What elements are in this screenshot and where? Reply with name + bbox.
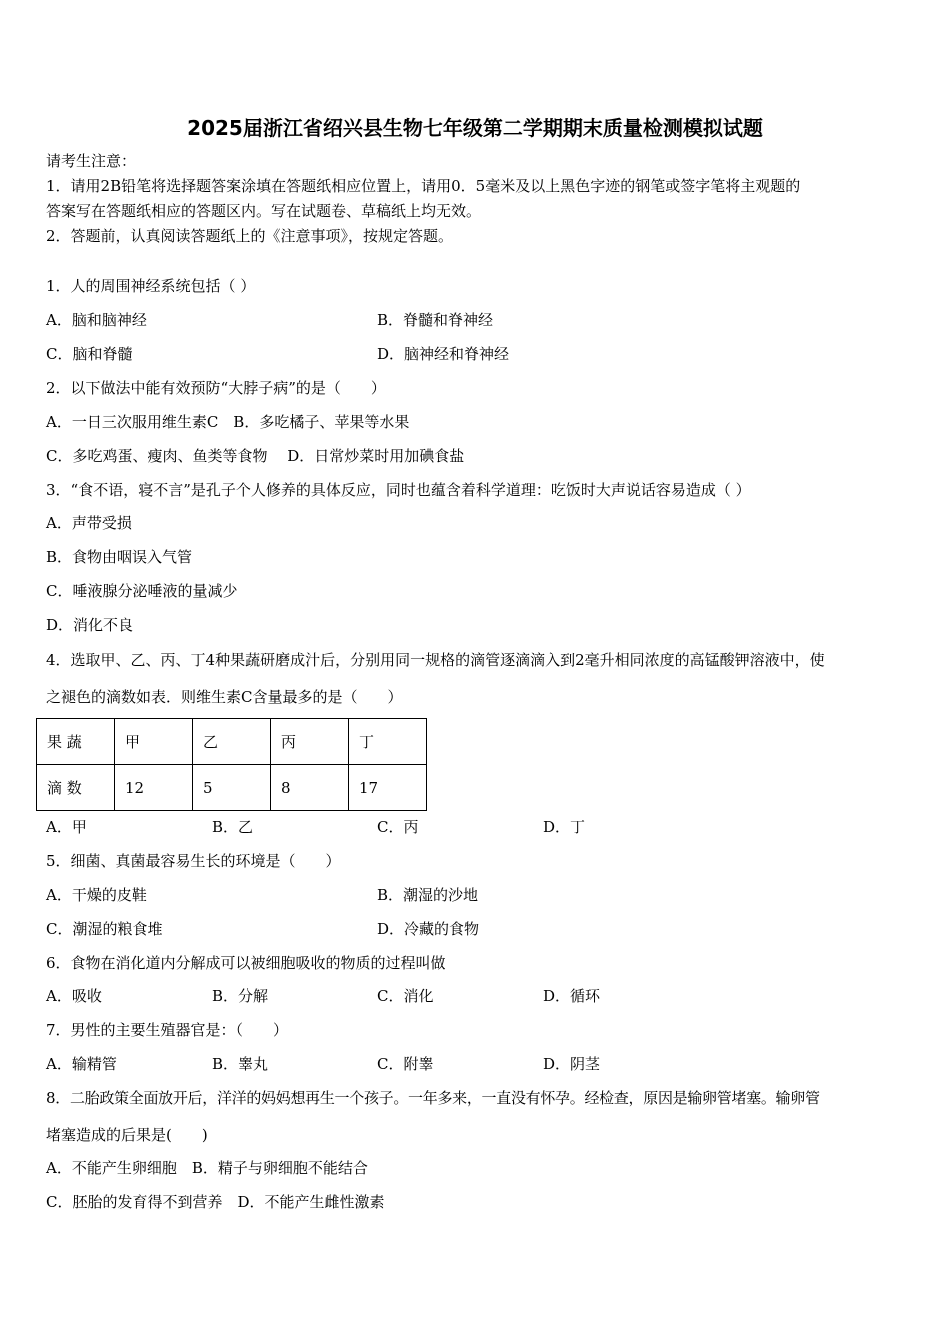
option: D．循环: [543, 987, 601, 1005]
table-row: [37, 719, 427, 765]
notice-heading: 请考生注意：: [46, 152, 137, 170]
option: B．睾丸: [212, 1055, 269, 1073]
table-cell: 丙: [271, 719, 349, 765]
option: D．脑神经和脊神经: [377, 345, 510, 363]
table-cell: 5: [193, 765, 271, 811]
table-cell: 果 蔬: [37, 719, 115, 765]
question-stem: 堵塞造成的后果是( ): [46, 1126, 208, 1144]
notice-line: 1．请用2B铅笔将选择题答案涂填在答题纸相应位置上，请用0．5毫米及以上黑色字迹的钢笔或签字笔将主观题的: [46, 177, 801, 195]
option: A．吸收: [46, 987, 102, 1005]
option: C．多吃鸡蛋、瘦肉、鱼类等食物 D．日常炒菜时用加碘食盐: [46, 447, 465, 465]
option: A．声带受损: [46, 514, 132, 532]
option: C．潮湿的粮食堆: [46, 920, 163, 938]
option: C．附睾: [377, 1055, 434, 1073]
notice-line: 答案写在答题纸相应的答题区内。写在试题卷、草稿纸上均无效。: [46, 202, 482, 220]
notice-line: 2．答题前，认真阅读答题纸上的《注意事项》，按规定答题。: [46, 227, 454, 245]
question-stem: 2．以下做法中能有效预防“大脖子病”的是（ ）: [46, 379, 386, 397]
option: C．胚胎的发育得不到营养 D．不能产生雌性激素: [46, 1193, 385, 1211]
option: D．阴茎: [543, 1055, 601, 1073]
option: D．消化不良: [46, 616, 134, 634]
table-cell: 甲: [115, 719, 193, 765]
question-stem: 1．人的周围神经系统包括（ ）: [46, 277, 256, 295]
option: B．分解: [212, 987, 269, 1005]
option: D．丁: [543, 818, 586, 836]
question-stem: 8．二胎政策全面放开后，洋洋的妈妈想再生一个孩子。一年多来，一直没有怀孕。经检查，原因是输卵管堵塞。输卵管: [46, 1089, 820, 1107]
question-stem: 3．“食不语，寝不言”是孔子个人修养的具体反应，同时也蕴含着科学道理：吃饭时大声说话容易造成（ ）: [46, 481, 751, 499]
table-row: [37, 765, 427, 811]
option: A．甲: [46, 818, 87, 836]
option: B．脊髓和脊神经: [377, 311, 494, 329]
option: B．乙: [212, 818, 254, 836]
table-cell: 17: [349, 765, 427, 811]
option: A．输精管: [46, 1055, 117, 1073]
question-stem: 7．男性的主要生殖器官是：（ ）: [46, 1021, 289, 1039]
option: C．脑和脊髓: [46, 345, 133, 363]
table-cell: 滴 数: [37, 765, 115, 811]
table-cell: 乙: [193, 719, 271, 765]
option: A．脑和脑神经: [46, 311, 147, 329]
option: A．一日三次服用维生素C B．多吃橘子、苹果等水果: [46, 413, 410, 431]
option: C．消化: [377, 987, 434, 1005]
data-table: [36, 718, 427, 811]
question-stem: 4．选取甲、乙、丙、丁4种果蔬研磨成汁后，分别用同一规格的滴管逐滴滴入到2毫升相同浓度的高锰酸钾溶液中，使: [46, 651, 825, 669]
page-title: 2025届浙江省绍兴县生物七年级第二学期期末质量检测模拟试题: [187, 116, 763, 140]
option: A．干燥的皮鞋: [46, 886, 147, 904]
table-cell: 8: [271, 765, 349, 811]
option: C．唾液腺分泌唾液的量减少: [46, 582, 238, 600]
question-stem: 之褪色的滴数如表．则维生素C含量最多的是（ ）: [46, 688, 403, 706]
table-cell: 12: [115, 765, 193, 811]
option: B．潮湿的沙地: [377, 886, 479, 904]
question-stem: 5．细菌、真菌最容易生长的环境是（ ）: [46, 852, 341, 870]
option: A．不能产生卵细胞 B．精子与卵细胞不能结合: [46, 1159, 368, 1177]
option: B．食物由咽误入气管: [46, 548, 193, 566]
question-stem: 6．食物在消化道内分解成可以被细胞吸收的物质的过程叫做: [46, 954, 446, 972]
option: D．冷藏的食物: [377, 920, 480, 938]
option: C．丙: [377, 818, 419, 836]
table-cell: 丁: [349, 719, 427, 765]
